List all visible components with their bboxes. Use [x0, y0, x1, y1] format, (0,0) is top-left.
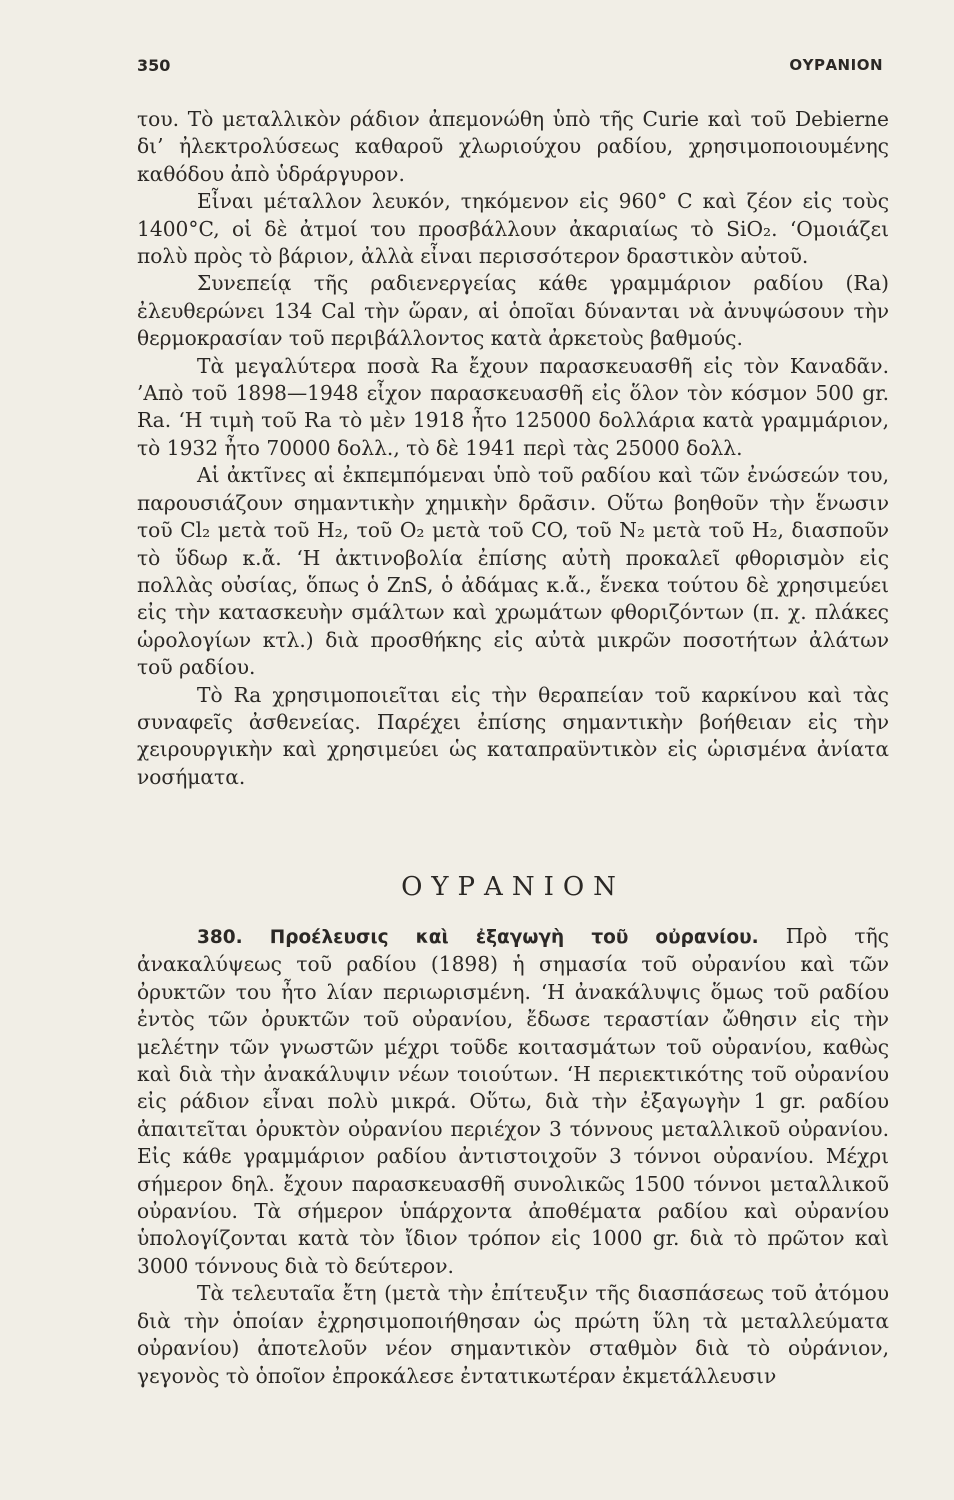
section-paragraph-second: Τὰ τελευταῖα ἔτη (μετὰ τὴν ἐπίτευξιν τῆς διασπάσεως τοῦ ἀτόμου διὰ τὴν ὁποίαν ἐχρησιμοποιήθησαν ὡς πρώτη ὕλη τὰ μεταλλεύματα οὐρανίου) ἀποτελοῦν νέον σημαντικὸν σταθμὸν διὰ τὸ οὐράνιον, γεγονὸς τὸ ὁποῖον ἐπροκάλεσε ἐντατικωτέραν ἐκμετάλλευσιν [137, 1281, 889, 1388]
page-header [137, 50, 883, 80]
body-text-section [137, 923, 889, 1390]
paragraph-production: Τὰ μεγαλύτερα ποσὰ Ra ἔχουν παρασκευασθῆ εἰς τὸν Καναδᾶν. ’Απὸ τοῦ 1898—1948 εἶχον παρασκευασθῆ εἰς ὅλον τὸν κόσμον 500 gr. Ra. ‘Η τιμὴ τοῦ Ra τὸ μὲν 1918 ἦτο 125000 δολλάρια κατὰ γραμμάριον, τὸ 1932 ἦτο 70000 δολλ., τὸ δὲ 1941 περὶ τὰς 25000 δολλ. [137, 353, 889, 460]
page-number: 350 [137, 56, 171, 75]
paragraph-properties: Εἶναι μέταλλον λευκόν, τηκόμενον εἰς 960° C καὶ ζέον εἰς τοὺς 1400°C, οἱ δὲ ἀτμοί του προσβάλλουν ἀκαριαίως τὸ SiO₂. ‘Ομοιάζει πολὺ πρὸς τὸ βάριον, ἀλλὰ εἶναι περισσότερον δραστικὸν αὐτοῦ. [137, 189, 889, 269]
paragraph-medical-use: Τὸ Ra χρησιμοποιεῖται εἰς τὴν θεραπείαν τοῦ καρκίνου καὶ τὰς συναφεῖς ἀσθενείας. Παρέχει ἐπίσης σημαντικὴν βοήθειαν εἰς τὴν χειρουργικὴν καὶ χρησιμεύει ὡς καταπραϋντικὸν εἰς ὡρισμένα ἀνίατα νοσήματα. [137, 682, 889, 789]
body-text-top [137, 106, 889, 791]
paragraph-radioactivity: Συνεπείᾳ τῆς ραδιενεργείας κάθε γραμμάριον ραδίου (Ra) ἐλευθερώνει 134 Cal τὴν ὥραν, αἱ ὁποῖαι δύνανται νὰ ἀνυψώσουν τὴν θερμοκρασίαν τοῦ περιβάλλοντος κατὰ ἀρκετοὺς βαθμούς. [137, 271, 889, 351]
paragraph-rays: Αἱ ἀκτῖνες αἱ ἐκπεμπόμεναι ὑπὸ τοῦ ραδίου καὶ τῶν ἐνώσεών του, παρουσιάζουν σημαντικὴν χημικὴν δρᾶσιν. Οὕτω βοηθοῦν τὴν ἕνωσιν τοῦ Cl₂ μετὰ τοῦ H₂, τοῦ O₂ μετὰ τοῦ CO, τοῦ N₂ μετὰ τοῦ H₂, διασποῦν τὸ ὕδωρ κ.ἄ. ‘Η ἀκτινοβολία ἐπίσης αὐτὴ προκαλεῖ φθορισμὸν εἰς πολλὰς οὐσίας, ὅπως ὁ ZnS, ὁ ἀδάμας κ.ἄ., ἕνεκα τούτου δὲ χρησιμεύει εἰς τὴν κατασκευὴν σμάλτων καὶ χρωμάτων φθοριζόντων (π. χ. πλάκες ὡρολογίων κτλ.) διὰ προσθήκης εἰς αὐτὰ μικρῶν ποσοτήτων ἀλάτων τοῦ ραδίου. [137, 463, 889, 680]
section-paragraph-first [137, 923, 889, 1280]
section-first-paragraph-text: Πρὸ τῆς ἀνακαλύψεως τοῦ ραδίου (1898) ἡ σημασία τοῦ οὐρανίου καὶ τῶν ὀρυκτῶν του ἦτο λίαν περιωρισμένη. ‘Η ἀνακάλυψις ὅμως τοῦ ραδίου ἐντὸς τῶν ὀρυκτῶν τοῦ οὐρανίου, ἔδωσε τεραστίαν ὤθησιν εἰς τὴν μελέτην τῶν γνωστῶν μέχρι τοῦδε κοιτασμάτων τοῦ οὐρανίου, καθὼς καὶ διὰ τὴν ἀνακάλυψιν νέων τοιούτων. ‘Η περιεκτικότης τοῦ οὐρανίου εἰς ράδιον εἶναι πολὺ μικρά. Οὕτω, διὰ τὴν ἐξαγωγὴν 1 gr. ραδίου ἀπαιτεῖται ὀρυκτὸν οὐρανίου περιέχον 3 τόννους μεταλλικοῦ οὐρανίου. Εἰς κάθε γραμμάριον ραδίου ἀντιστοιχοῦν 3 τόννοι οὐρανίου. Μέχρι σήμερον δηλ. ἔχουν παρασκευασθῆ συνολικῶς 1500 τόννοι μεταλλικοῦ οὐρανίου. Τὰ σήμερον ὑπάρχοντα ἀποθέματα ραδίου καὶ οὐρανίου ὑπολογίζονται κατὰ τὸν ἴδιον τρόπον εἰς 1000 gr. διὰ τὸ πρῶτον καὶ 3000 τόννους διὰ τὸ δεύτερον. [137, 924, 889, 1278]
chapter-title: ΟΥΡΑΝΙΟΝ [401, 872, 625, 902]
section-heading: 380. Προέλευσις καὶ ἐξαγωγὴ τοῦ οὐρανίου. [197, 927, 759, 948]
paragraph-continuation: του. Τὸ μεταλλικὸν ράδιον ἀπεμονώθη ὑπὸ τῆς Curie καὶ τοῦ Debierne δι’ ἠλεκτρολύσεως καθαροῦ χλωριούχου ραδίου, χρησιμοποιουμένης καθόδου ἀπὸ ὑδράργυρον. [137, 107, 889, 186]
running-head: ΟΥΡΑΝΙΟΝ [789, 56, 883, 74]
